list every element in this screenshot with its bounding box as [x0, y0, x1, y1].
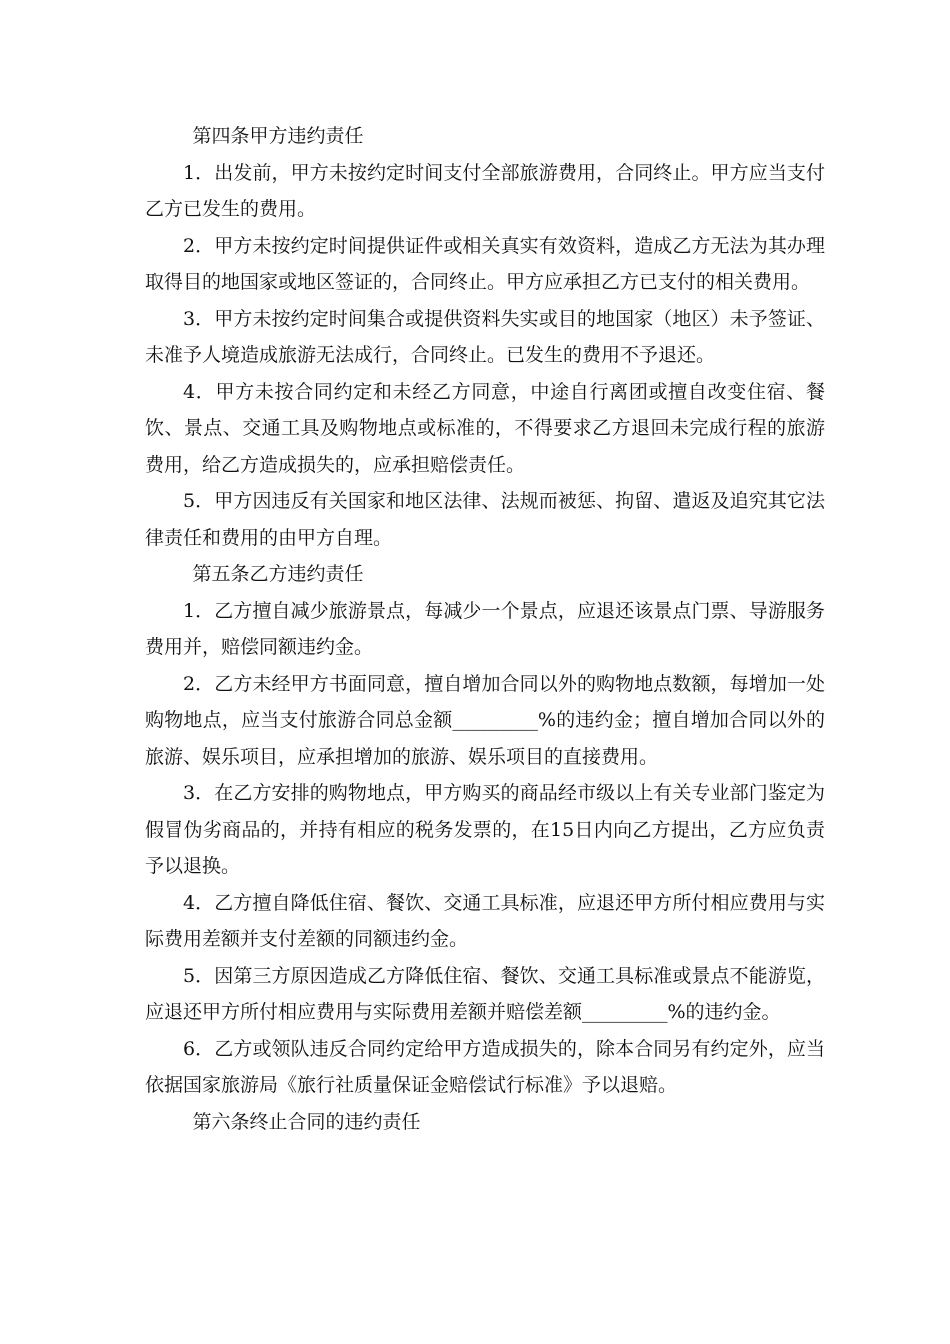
section-5-heading: 第五条乙方违约责任	[192, 563, 364, 585]
section-4-item-2: 2．甲方未按约定时间提供证件或相关真实有效资料，造成乙方无法为其办理取得目的地国家或地区签证的，合同终止。甲方应承担乙方已支付的相关费用。	[145, 234, 825, 293]
section-5-item-6: 6．乙方或领队违反合同约定给甲方造成损失的，除本合同另有约定外，应当依据国家旅游局《旅行社质量保证金赔偿试行标准》予以退赔。	[145, 1037, 825, 1096]
section-5-item-5: 5．因第三方原因造成乙方降低住宿、餐饮、交通工具标准或景点不能游览，应退还甲方所付相应费用与实际费用差额并赔偿差额_________%的违约金。	[145, 964, 825, 1023]
section-5-item-2: 2．乙方未经甲方书面同意，擅自增加合同以外的购物地点数额，每增加一处购物地点，应当支付旅游合同总金额_________%的违约金；擅自增加合同以外的旅游、娱乐项目，应承担增加的旅游、娱乐项目的直接费用。	[145, 672, 825, 768]
section-4-item-4: 4．甲方未按合同约定和未经乙方同意，中途自行离团或擅自改变住宿、餐饮、景点、交通工具及购物地点或标准的，不得要求乙方退回未完成行程的旅游费用，给乙方造成损失的，应承担赔偿责任。	[145, 380, 825, 476]
section-5-item-4: 4．乙方擅自降低住宿、餐饮、交通工具标准，应退还甲方所付相应费用与实际费用差额并支付差额的同额违约金。	[145, 891, 825, 950]
section-6-heading: 第六条终止合同的违约责任	[192, 1110, 421, 1133]
section-4-item-3: 3．甲方未按约定时间集合或提供资料失实或目的地国家（地区）未予签证、未准予人境造成旅游无法成行，合同终止。已发生的费用不予退还。	[145, 307, 825, 366]
section-5-item-3: 3．在乙方安排的购物地点，甲方购买的商品经市级以上有关专业部门鉴定为假冒伪劣商品的，并持有相应的税务发票的，在15日内向乙方提出，乙方应负责予以退换。	[145, 782, 825, 877]
section-4-heading: 第四条甲方违约责任	[192, 125, 364, 147]
section-4-item-5: 5．甲方因违反有关国家和地区法律、法规而被惩、拘留、遣返及追究其它法律责任和费用的由甲方自理。	[145, 490, 825, 549]
document-body	[145, 118, 825, 1140]
section-5-item-1: 1．乙方擅自减少旅游景点，每减少一个景点，应退还该景点门票、导游服务费用并，赔偿同额违约金。	[145, 599, 825, 658]
section-4-item-1: 1．出发前，甲方未按约定时间支付全部旅游费用，合同终止。甲方应当支付乙方已发生的费用。	[145, 161, 825, 220]
